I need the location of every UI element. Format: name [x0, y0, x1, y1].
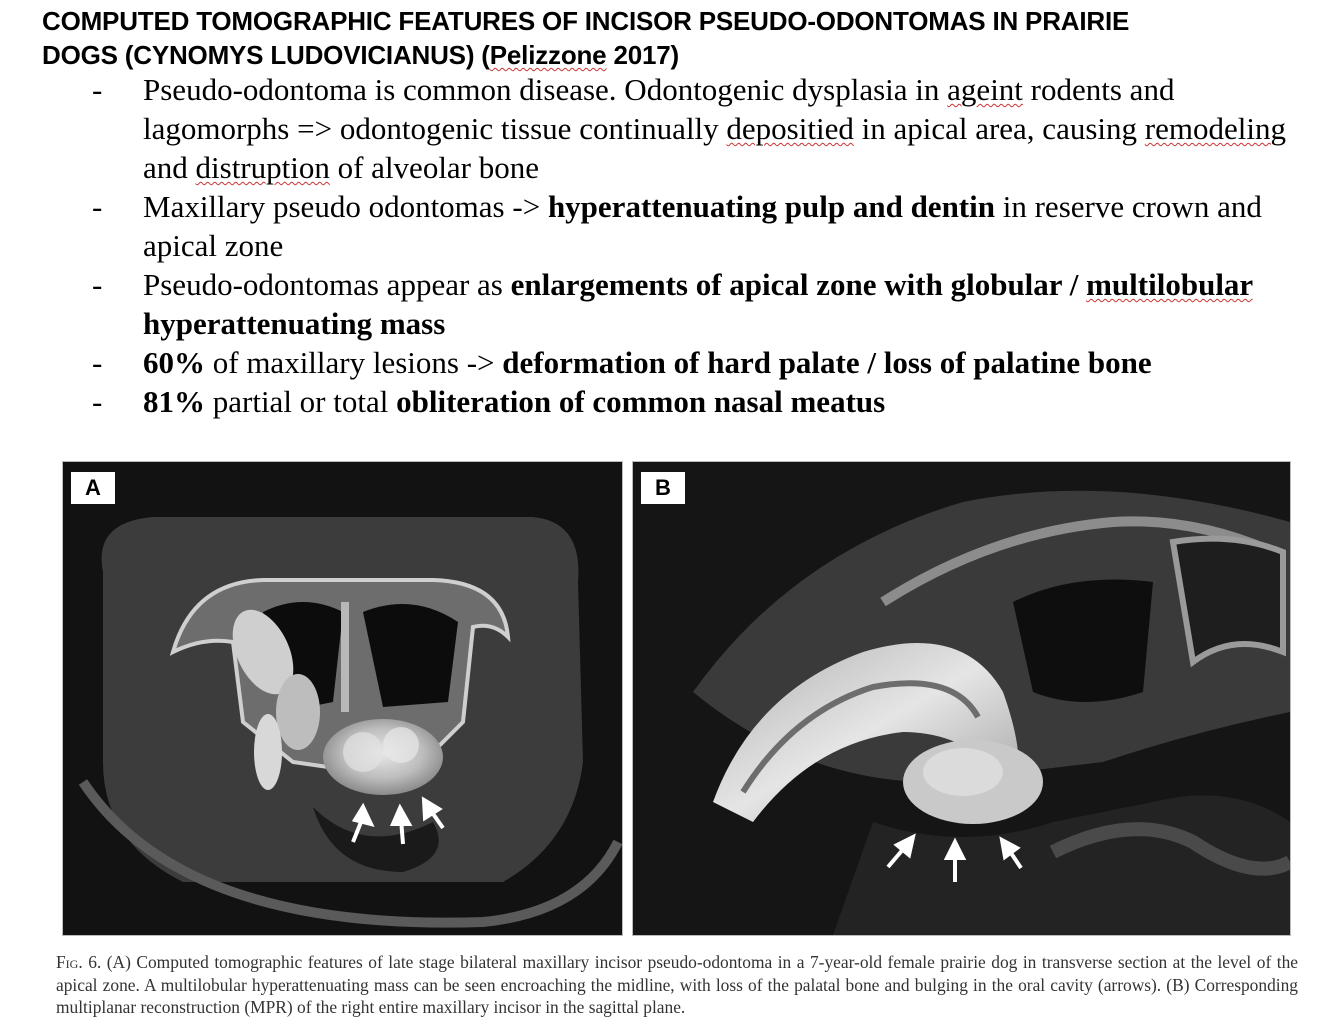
bullet-marker: - — [92, 384, 103, 419]
panel-label-a: A — [71, 472, 115, 504]
bullet-text: Pseudo-odontomas appear as — [143, 267, 511, 302]
bullet-text-bold: 81% — [143, 384, 205, 419]
bullet-item — [0, 343, 1334, 382]
title-citation-author: Pelizzone — [489, 40, 607, 70]
bullet-text-bold: obliteration of common nasal meatus — [396, 384, 886, 419]
bullet-text-bold: 60% — [143, 345, 205, 380]
ct-image-sagittal — [632, 461, 1291, 936]
ct-image-transverse — [62, 461, 623, 936]
bullet-text: Maxillary pseudo odontomas -> — [143, 189, 548, 224]
bullet-text-misspelled: depositied — [726, 111, 854, 146]
bullet-list — [0, 70, 1334, 421]
bullet-text: in reserve crown and apical zone — [143, 189, 1262, 263]
bullet-text-misspelled: remodeling — [1144, 111, 1286, 146]
bullet-text: Pseudo-odontoma is common disease. Odontogenic dysplasia in — [143, 72, 948, 107]
bullet-item — [0, 265, 1334, 343]
title-line-2-end: 2017) — [606, 40, 679, 70]
bullet-item — [0, 382, 1334, 421]
bullet-text-bold: hyperattenuating mass — [143, 306, 446, 341]
slide-title — [42, 4, 1322, 72]
bullet-text-bold: enlargements of apical zone with globular / — [510, 267, 1087, 302]
bullet-item — [0, 70, 1334, 187]
bullet-text: partial or total — [205, 384, 397, 419]
bullet-text-bold-misspelled: multilobular — [1086, 267, 1253, 302]
bullet-marker: - — [92, 345, 103, 380]
panel-label-b: B — [641, 472, 685, 504]
title-line-2 — [42, 38, 1322, 72]
figure-caption — [56, 951, 1298, 1019]
ct-transverse-illustration — [63, 462, 622, 935]
bullet-text-misspelled: ageint — [947, 72, 1023, 107]
title-line-2-start: DOGS (CYNOMYS LUDOVICIANUS) ( — [42, 40, 490, 70]
title-line-1: COMPUTED TOMOGRAPHIC FEATURES OF INCISOR PSEUDO-ODONTOMAS IN PRAIRIE — [42, 6, 1130, 36]
bullet-marker: - — [92, 189, 103, 224]
bullet-text-bold: deformation of hard palate / loss of palatine bone — [502, 345, 1152, 380]
bullet-text: in apical area, causing — [853, 111, 1145, 146]
figure-caption-text: (A) Computed tomographic features of late stage bilateral maxillary incisor pseudo-odontoma in a 7-year-old female prairie dog in transverse section at the level of the apical zone. A multilobular hyperattenuating mass can be seen encroaching the midline, with loss of the palatal bone and bulging in the oral cavity (arrows). (B) Corresponding multiplanar reconstruction (MPR) of the right entire maxillary incisor in the sagittal plane. — [56, 952, 1298, 1017]
ct-sagittal-illustration — [633, 462, 1290, 935]
bullet-item — [0, 187, 1334, 265]
figure-caption-tag: Fig. 6. — [56, 952, 102, 972]
bullet-marker: - — [92, 72, 103, 107]
bullet-marker: - — [92, 267, 103, 302]
bullet-text: rodents and lagomorphs => odontogenic tissue continually — [143, 72, 1175, 146]
bullet-text: and — [143, 150, 196, 185]
bullet-text: of maxillary lesions -> — [205, 345, 503, 380]
bullet-text: of alveolar bone — [329, 150, 540, 185]
bullet-text-misspelled: distruption — [195, 150, 330, 185]
bullet-text-bold: hyperattenuating pulp and dentin — [547, 189, 995, 224]
